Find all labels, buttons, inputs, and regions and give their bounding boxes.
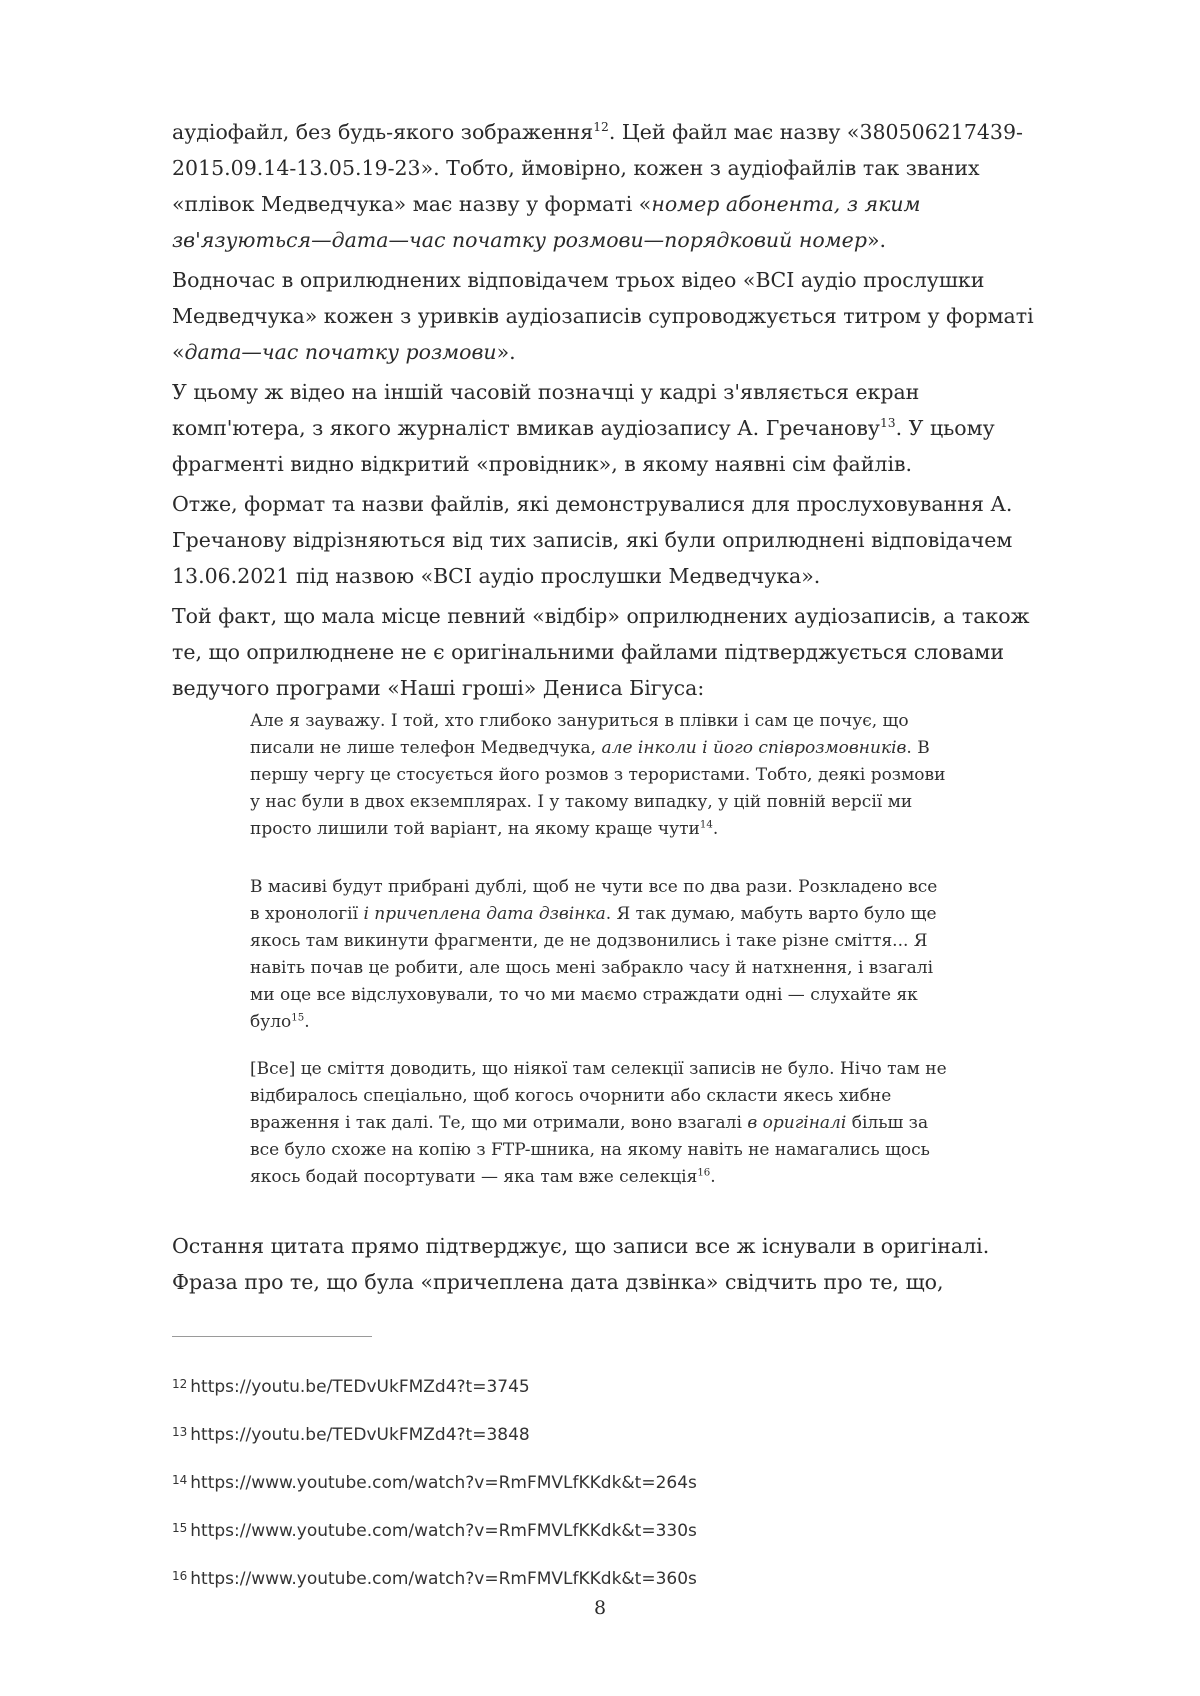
footnote-15 (172, 1516, 972, 1543)
paragraph-selection: Той факт, що мала місце певний «відбір» оприлюднених аудіозаписів, а також те, що оприлюднене не є оригінальними файлами підтверджується словами ведучого програми «Наші гроші» Дениса Бігуса: (172, 604, 1030, 700)
footnote-ref-13[interactable]: 13 (879, 416, 896, 431)
footnote-number: 12 (172, 1377, 188, 1391)
quote-emphasis: але інколи і його співрозмовників (601, 738, 907, 758)
footnote-number: 13 (172, 1425, 188, 1439)
quote-text: . (710, 1167, 716, 1187)
quote-text: Але я зауважу. І той, хто глибоко зануриться в плівки і сам це почує, що писали не лише телефон Медведчука, (250, 711, 909, 758)
paragraph-video-titles (172, 262, 1040, 370)
quote-text: . (712, 819, 719, 839)
footnote-link[interactable]: https://youtu.be/TEDvUkFMZd4?t=3745 (190, 1377, 530, 1397)
blockquote-2 (250, 874, 950, 1036)
quote-emphasis: і причеплена дата дзвінка (363, 904, 606, 924)
paragraph-computer-screen (172, 374, 1040, 482)
footnote-12 (172, 1372, 972, 1399)
footnote-ref-16[interactable]: 16 (697, 1167, 711, 1179)
quote-text: В масиві будут прибрані дублі, щоб не чути все по два рази. Розкладено все в хронології (250, 877, 938, 924)
footnote-ref-14[interactable]: 14 (699, 819, 713, 831)
footnote-ref-15[interactable]: 15 (291, 1012, 305, 1024)
footnote-ref-12[interactable]: 12 (593, 120, 609, 135)
footnote-13 (172, 1420, 972, 1447)
footnote-number: 16 (172, 1569, 188, 1583)
blockquote-3 (250, 1056, 950, 1191)
quote-emphasis: в оригіналі (747, 1113, 847, 1133)
page-number: 8 (593, 1597, 607, 1619)
paragraph-format-differs: Отже, формат та назви файлів, які демонструвалися для прослуховування А. Гречанову відрізняються від тих записів, які були оприлюднені відповідачем 13.06.2021 під назвою «ВСІ аудіо прослушки Медведчука». (172, 492, 1013, 588)
quote-text: . Я так думаю, мабуть варто було ще якось там викинути фрагменти, де не додзвонились і таке різне сміття... Я навіть почав це робити, але щось мені забракло часу й натхнення, і взагалі ми оце все відслуховували, то чо ми маємо страждати одні — слухайте як було (250, 904, 937, 1032)
quote-text: . (304, 1012, 310, 1032)
footnote-16 (172, 1564, 972, 1591)
paragraph-text: У цьому ж відео на іншій часовій позначці у кадрі з'являється екран комп'ютера, з якого журналіст вмикав аудіозапису А. Гречанову (172, 380, 920, 440)
quote-text: більш за все було схоже на копію з FTP-шника, на якому навіть не намагались щось якось бодай посортувати — яка там вже селекція (250, 1113, 930, 1187)
footnote-link[interactable]: https://www.youtube.com/watch?v=RmFMVLfKKdk&t=360s (190, 1569, 697, 1589)
footnote-14 (172, 1468, 972, 1495)
blockquote-1 (250, 708, 950, 843)
paragraph-text: . Цей файл має назву «380506217439-2015.09.14-13.05.19-23». Тобто, ймовірно, кожен з аудіофайлів так званих «плівок Медведчука» має назву у форматі « (172, 120, 1023, 216)
footnote-number: 15 (172, 1521, 188, 1535)
paragraph-text: аудіофайл, без будь-якого зображення (172, 120, 594, 144)
quote-text: . В першу чергу це стосується його розмов з терористами. Тобто, деякі розмови у нас були в двох екземплярах. І у такому випадку, у цій повній версії ми просто лишили той варіант, на якому краще чути (250, 738, 946, 839)
footnote-divider (172, 1336, 372, 1337)
paragraph-text: . У цьому фрагменті видно відкритий «провідник», в якому наявні сім файлів. (172, 416, 995, 476)
paragraph-text: ». (496, 340, 516, 364)
quote-text: [Все] це сміття доводить, що ніякої там селекції записів не було. Нічо там не відбиралось спеціально, щоб когось очорнити або скласти якесь хибне враження і так далі. Те, що ми отримали, воно взагалі (250, 1059, 947, 1133)
paragraph-text: Водночас в оприлюднених відповідачем трьох відео «ВСІ аудіо прослушки Медведчука» кожен з уривків аудіозаписів супроводжується титром у форматі « (172, 268, 1034, 364)
paragraph-conclusion: Остання цитата прямо підтверджує, що записи все ж існували в оригіналі. Фраза про те, що була «причеплена дата дзвінка» свідчить про те, що, (172, 1234, 990, 1294)
footnote-link[interactable]: https://www.youtube.com/watch?v=RmFMVLfKKdk&t=330s (190, 1521, 697, 1541)
paragraph-emphasis: дата—час початку розмови (184, 340, 497, 364)
paragraph-emphasis: номер абонента, з яким зв'язуються—дата—час початку розмови—порядковий номер (172, 192, 921, 252)
paragraph-file-name (172, 114, 1040, 258)
footnote-link[interactable]: https://www.youtube.com/watch?v=RmFMVLfKKdk&t=264s (190, 1473, 697, 1493)
footnote-number: 14 (172, 1473, 188, 1487)
paragraph-text: ». (866, 228, 887, 252)
footnote-link[interactable]: https://youtu.be/TEDvUkFMZd4?t=3848 (190, 1425, 530, 1445)
